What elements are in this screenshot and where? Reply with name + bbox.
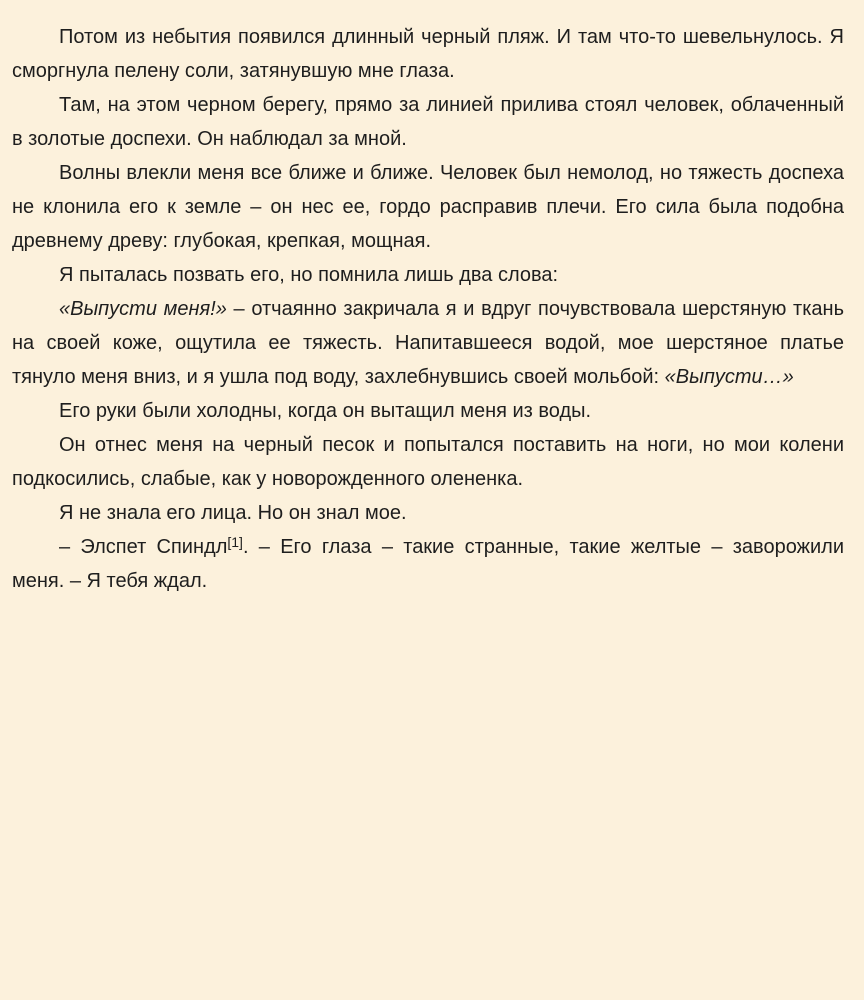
paragraph-6: Его руки были холодны, когда он вытащил меня из воды. — [59, 400, 592, 422]
paragraph-7: Он отнес меня на черный песок и попытался поставить на ноги, но мои колени подкосились, слабые, как у новорожденного олененка. — [12, 434, 844, 490]
paragraph-5-body: – отчаянно закричала я и вдруг почувствовала шерстяную ткань на своей коже, ощутила ее тяжесть. Напитавшееся водой, мое шерстяное платье тянуло меня вниз, и я ушла под воду, захлебнувшись своей мольбой: — [12, 298, 844, 388]
paragraph-9-end: . – Его глаза – такие странные, такие желтые – заворожили меня. – Я тебя ждал. — [12, 536, 844, 592]
paragraph-9 — [12, 530, 844, 598]
paragraph-9-start: – Элспет Спиндл — [59, 536, 228, 558]
paragraph-3: Волны влекли меня все ближе и ближе. Человек был немолод, но тяжесть доспеха не клонила его к земле – он нес ее, гордо расправив плечи. Его сила была подобна древнему древу: глубокая, крепкая, мощная. — [12, 162, 844, 252]
paragraph-1: Потом из небытия появился длинный черный пляж. И там что-то шевельнулось. Я сморгнула пелену соли, затянувшую мне глаза. — [12, 26, 844, 82]
paragraph-5 — [12, 292, 844, 394]
italic-cry: «Выпусти меня!» — [59, 298, 227, 320]
footnote-link[interactable]: [1] — [227, 534, 243, 550]
italic-plea: «Выпусти…» — [664, 366, 794, 388]
paragraph-8: Я не знала его лица. Но он знал мое. — [59, 502, 407, 524]
paragraph-2: Там, на этом черном берегу, прямо за линией прилива стоял человек, облаченный в золотые доспехи. Он наблюдал за мной. — [12, 94, 844, 150]
paragraph-4: Я пыталась позвать его, но помнила лишь два слова: — [59, 264, 559, 286]
